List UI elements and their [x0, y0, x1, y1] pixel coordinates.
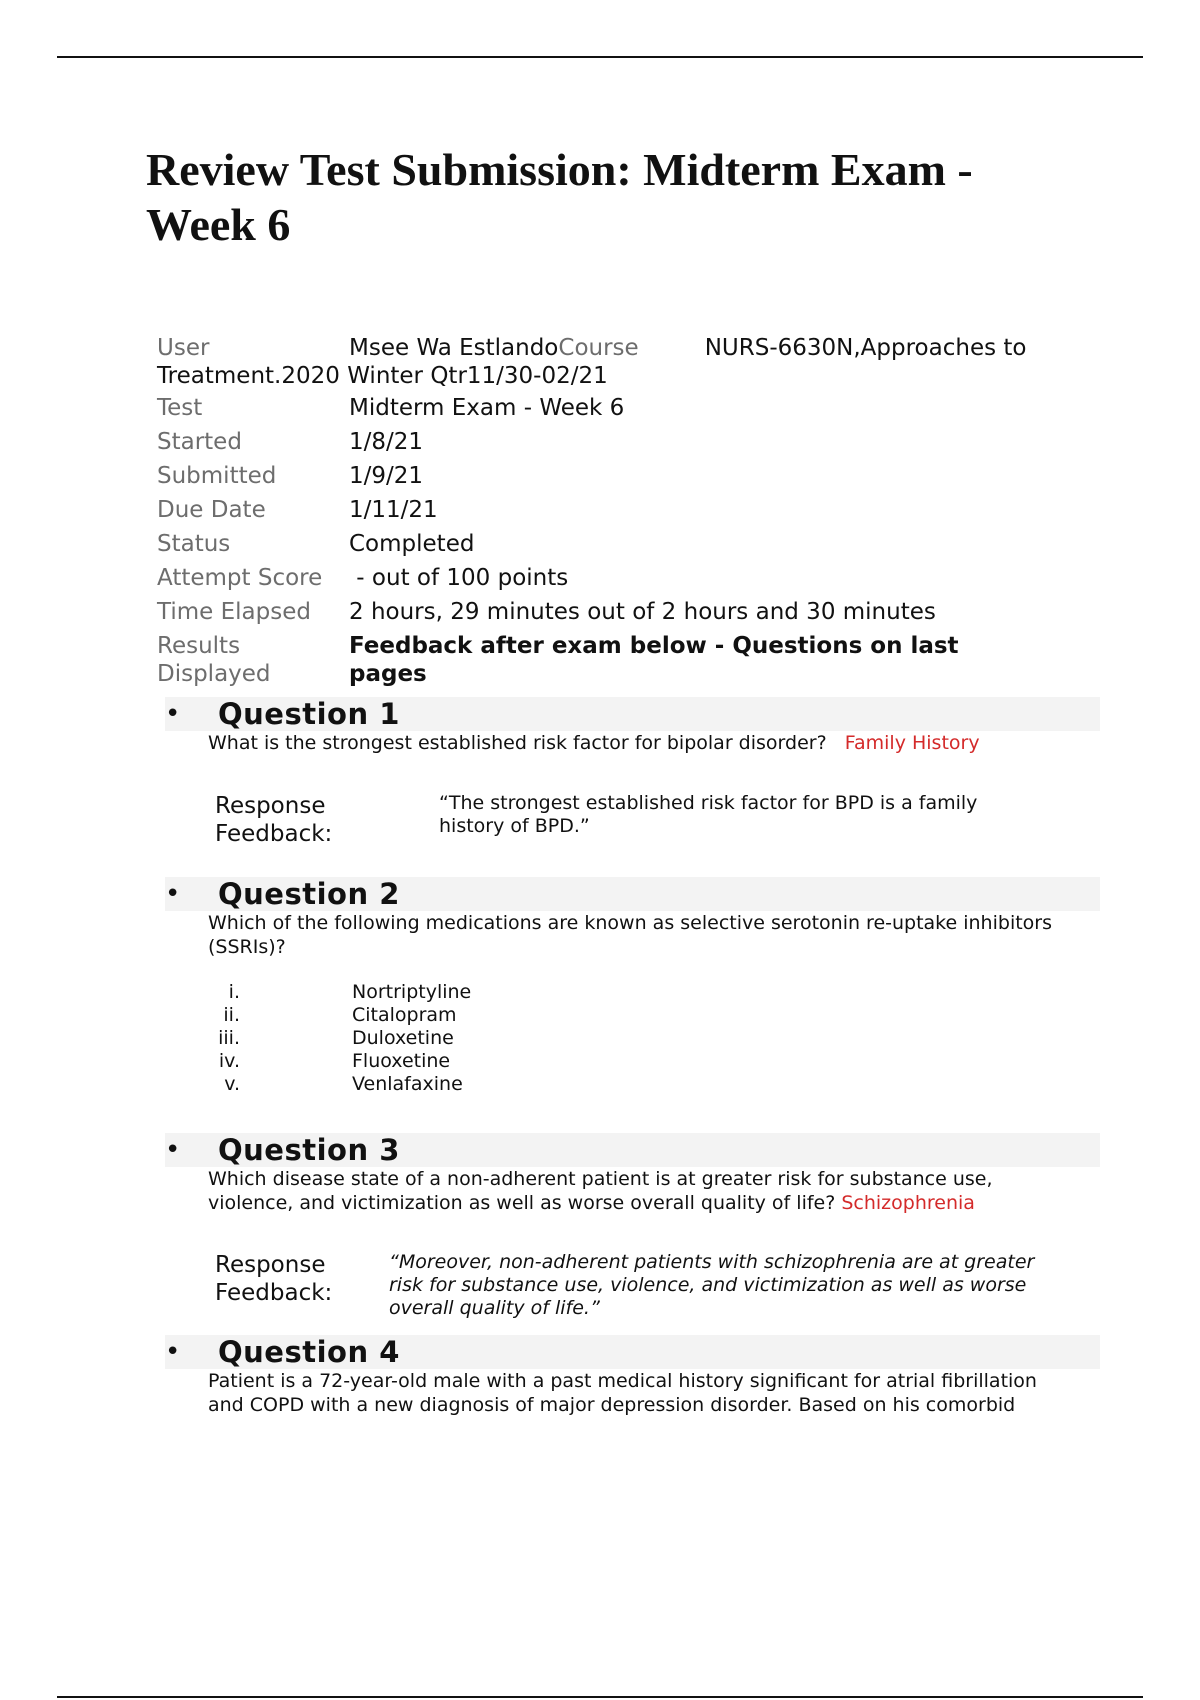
- question-3-feedback: [215, 1251, 1095, 1331]
- results-label-line-2: Displayed: [157, 661, 271, 687]
- question-1-answer: Family History: [844, 732, 980, 754]
- submitted-value: 1/9/21: [349, 463, 424, 489]
- results-value-line-1: Feedback after exam below - Questions on last: [349, 633, 959, 659]
- top-divider: [57, 56, 1143, 58]
- started-label: Started: [157, 429, 242, 455]
- question-1-header: [165, 697, 1100, 731]
- attempt-score-value: - out of 100 points: [349, 565, 569, 591]
- response-feedback-label: [215, 792, 355, 848]
- question-3-line-1: Which disease state of a non-adherent patient is at greater risk for substance use,: [208, 1168, 993, 1190]
- bullet-icon: •: [165, 699, 181, 729]
- started-value: 1/8/21: [349, 429, 424, 455]
- course-label: Course: [558, 335, 639, 361]
- question-4-line-2: and COPD with a new diagnosis of major depression disorder. Based on his comorbid: [208, 1394, 1016, 1416]
- question-3-header: [165, 1133, 1100, 1167]
- question-1-feedback-text: [439, 792, 977, 838]
- question-4-text: [208, 1369, 1098, 1417]
- status-row: [157, 530, 1097, 564]
- feedback-line-1: “The strongest established risk factor for BPD is a family: [439, 792, 978, 814]
- results-displayed-label: [157, 632, 349, 688]
- submitted-row: [157, 462, 1097, 496]
- time-elapsed-value: 2 hours, 29 minutes out of 2 hours and 30 minutes: [349, 599, 936, 625]
- option-text: Fluoxetine: [352, 1050, 451, 1072]
- question-3-text: [208, 1167, 1098, 1215]
- test-row: [157, 394, 1097, 428]
- status-label: Status: [157, 531, 231, 557]
- status-value: Completed: [349, 531, 475, 557]
- question-3-line-2: violence, and victimization as well as worse overall quality of life?: [208, 1192, 836, 1214]
- question-1-prompt: What is the strongest established risk factor for bipolar disorder?: [208, 732, 827, 754]
- question-2-line-2: (SSRIs)?: [208, 936, 286, 958]
- started-row: [157, 428, 1097, 462]
- submission-info: [157, 334, 1097, 694]
- question-2-line-1: Which of the following medications are known as selective serotonin re-uptake inhibitors: [208, 912, 1053, 934]
- feedback-label-line-1: Response: [215, 1252, 326, 1278]
- bullet-icon: •: [165, 1135, 181, 1165]
- feedback-line-1: “Moreover, non-adherent patients with schizophrenia are at greater: [389, 1251, 1035, 1273]
- option-number: v.: [224, 1073, 240, 1095]
- feedback-line-2: risk for substance use, violence, and victimization as well as worse: [389, 1274, 1027, 1296]
- question-4-title: Question 4: [218, 1335, 400, 1369]
- question-1-text: [208, 731, 1098, 755]
- question-1-title: Question 1: [218, 697, 400, 731]
- results-value-line-2: pages: [349, 661, 427, 687]
- feedback-label-line-2: Feedback:: [215, 1280, 333, 1306]
- bottom-divider: [57, 1696, 1143, 1698]
- submitted-label: Submitted: [157, 463, 277, 489]
- course-value-continued: Treatment.2020 Winter Qtr11/30-02/21: [157, 363, 608, 389]
- question-4-header: [165, 1335, 1100, 1369]
- bullet-icon: •: [165, 879, 181, 909]
- results-displayed-value: [349, 632, 959, 688]
- response-feedback-label: [215, 1251, 355, 1307]
- option-text: Venlafaxine: [352, 1073, 463, 1095]
- time-elapsed-row: [157, 598, 1097, 632]
- feedback-label-line-2: Feedback:: [215, 821, 333, 847]
- due-date-value: 1/11/21: [349, 497, 438, 523]
- question-4-line-1: Patient is a 72-year-old male with a past medical history significant for atrial fibrillation: [208, 1370, 1037, 1392]
- due-date-label: Due Date: [157, 497, 266, 523]
- attempt-score-row: [157, 564, 1097, 598]
- time-elapsed-label: Time Elapsed: [157, 599, 311, 625]
- option-number: i.: [228, 981, 240, 1003]
- question-3-answer: Schizophrenia: [841, 1192, 975, 1214]
- option-number: ii.: [223, 1004, 240, 1026]
- page-title: Review Test Submission: Midterm Exam - Week 6: [146, 144, 973, 250]
- attempt-score-label: Attempt Score: [157, 565, 323, 591]
- option-text: Nortriptyline: [352, 981, 472, 1003]
- test-value: Midterm Exam - Week 6: [349, 395, 625, 421]
- feedback-line-3: overall quality of life.”: [389, 1297, 600, 1319]
- option-number: iii.: [218, 1027, 240, 1049]
- option-text: Duloxetine: [352, 1027, 454, 1049]
- question-2-header: [165, 877, 1100, 911]
- user-label: User: [157, 335, 210, 361]
- user-course-row: [157, 334, 1097, 394]
- question-2-title: Question 2: [218, 877, 400, 911]
- results-displayed-row: [157, 632, 1097, 694]
- question-3-title: Question 3: [218, 1133, 400, 1167]
- question-3-feedback-text: [389, 1251, 1034, 1320]
- due-date-row: [157, 496, 1097, 530]
- user-value: Msee Wa Estlando: [349, 335, 559, 361]
- course-value: NURS-6630N,Approaches to: [704, 335, 1027, 361]
- option-number: iv.: [218, 1050, 240, 1072]
- option-text: Citalopram: [352, 1004, 457, 1026]
- question-1-feedback: [215, 792, 1095, 852]
- question-2-text: [208, 911, 1098, 959]
- test-label: Test: [157, 395, 203, 421]
- feedback-label-line-1: Response: [215, 793, 326, 819]
- feedback-line-2: history of BPD.”: [439, 815, 590, 837]
- bullet-icon: •: [165, 1337, 181, 1367]
- results-label-line-1: Results: [157, 633, 241, 659]
